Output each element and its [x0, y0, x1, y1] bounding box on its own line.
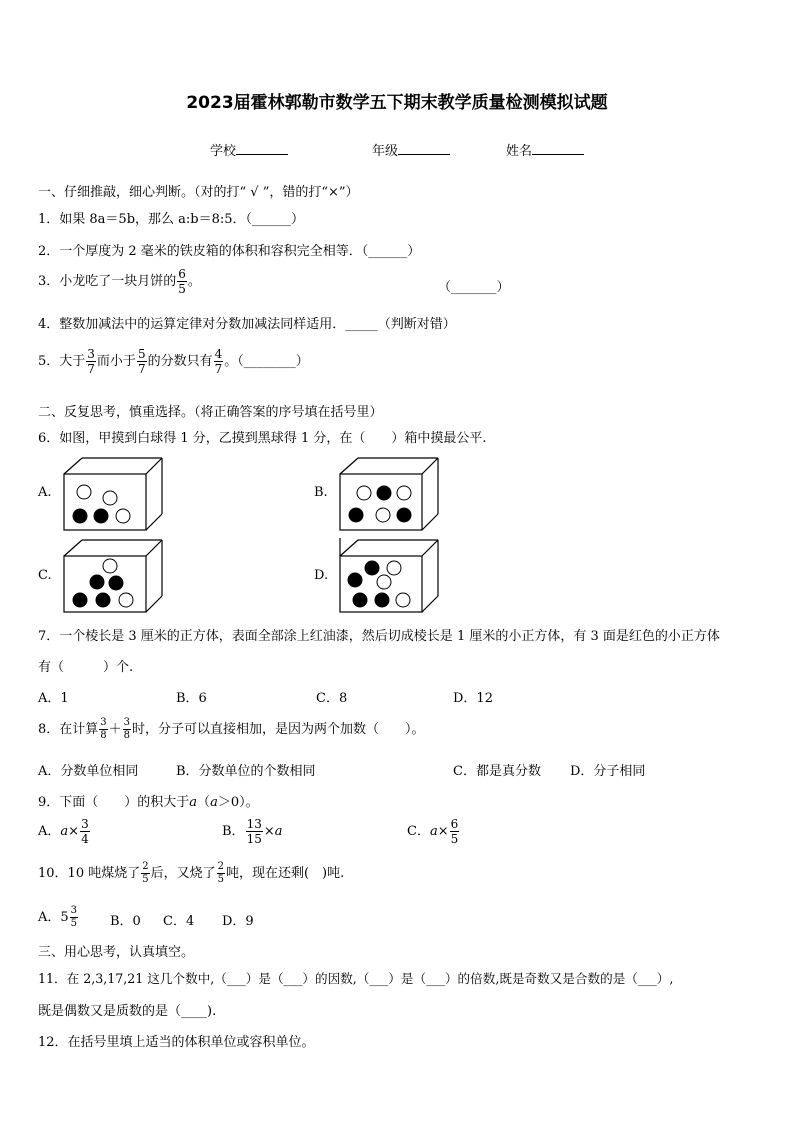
school-field — [210, 140, 288, 159]
box-c-image — [60, 538, 164, 614]
q7-option-c[interactable]: C．8 — [316, 691, 348, 706]
q10-text-c: 吨，现在还剩( )吨. — [225, 866, 345, 881]
q10-option-d[interactable]: D．9 — [222, 914, 254, 929]
question-6: 6．如图，甲摸到白球得 1 分，乙摸到黑球得 1 分，在（ ）箱中摸最公平. — [38, 431, 487, 446]
q9-var-2: a — [210, 795, 218, 810]
name-blank[interactable] — [532, 142, 584, 155]
q9-b-label: B． — [222, 824, 245, 839]
q9-option-a[interactable] — [38, 818, 91, 845]
name-field — [506, 140, 584, 159]
q7-option-b[interactable]: B．6 — [176, 691, 207, 706]
q10-text-a: 10．10 吨煤烧了 — [38, 866, 141, 881]
school-label: 学校 — [210, 144, 237, 159]
q6-option-d[interactable]: D. — [314, 568, 329, 583]
q9-a-fraction: $\frac{3}{4}$ — [81, 817, 89, 846]
q8-text-a: 8．在计算 — [38, 722, 99, 737]
q8-option-a[interactable]: A．分数单位相同 — [38, 764, 139, 779]
question-7-line2: 有（ ）个. — [38, 660, 134, 675]
q10-a-text: A．5 — [38, 910, 69, 925]
question-11-line1: 11．在 2,3,17,21 这几个数中,（___）是（___）的因数,（___）是（___）的倍数,既是奇数又是合数的是（___）, — [38, 971, 674, 986]
q5-fraction-3: $\frac{4}{7}$ — [214, 347, 223, 376]
q9-c-fraction: $\frac{6}{5}$ — [450, 817, 459, 846]
section2-heading: 二、反复思考，慎重选择。（将正确答案的序号填在括号里） — [38, 405, 383, 420]
question-7-line1: 7．一个棱长是 3 厘米的正方体，表面全部涂上红油漆，然后切成棱长是 1 厘米的小正方体，有 3 面是红色的小正方体 — [38, 629, 720, 644]
q9-var: a — [189, 795, 198, 810]
box-a-image — [60, 456, 164, 532]
question-3 — [38, 268, 201, 295]
question-12: 12．在括号里填上适当的体积单位或容积单位。 — [38, 1035, 315, 1050]
q6-option-c[interactable]: C. — [38, 568, 52, 583]
box-d-image — [336, 538, 440, 614]
question-4: 4．整数加减法中的运算定律对分数加减法同样适用．_____（判断对错） — [38, 317, 456, 332]
q9-cond-b: ＞0）。 — [217, 795, 259, 810]
q9-option-b[interactable] — [222, 818, 283, 845]
question-10 — [38, 862, 344, 885]
q8-fraction-1: $\frac{3}{8}$ — [100, 717, 107, 741]
q9-option-c[interactable] — [407, 818, 460, 845]
q6-option-a[interactable]: A. — [38, 485, 52, 500]
q8-option-d[interactable]: D．分子相同 — [570, 764, 646, 779]
q10-fraction-1: $\frac{2}{5}$ — [142, 861, 149, 885]
question-1: 1．如果 8a＝5b，那么 a:b＝8:5．（______） — [38, 212, 305, 227]
question-5 — [38, 348, 309, 375]
q8-text-b: 时，分子可以直接相加，是因为两个加数（ ）。 — [132, 722, 425, 737]
q5-text-a: 5．大于 — [38, 354, 86, 369]
q8-plus: ＋ — [108, 722, 122, 737]
q10-option-b[interactable]: B．0 — [110, 914, 141, 929]
q3-fraction: $\frac{6}{5}$ — [178, 267, 186, 296]
grade-label: 年级 — [372, 144, 399, 159]
question-9 — [38, 791, 259, 810]
q5-fraction-1: $\frac{3}{7}$ — [87, 347, 95, 376]
q9-c-label: C． — [407, 824, 430, 839]
q8-option-b[interactable]: B．分数单位的个数相同 — [176, 764, 316, 779]
q9-a-var: a — [60, 824, 69, 839]
q6-option-b[interactable]: B. — [314, 485, 328, 500]
q7-option-d[interactable]: D．12 — [453, 691, 493, 706]
q9-text: 9．下面（ ）的积大于 — [38, 795, 190, 810]
q9-cond-a: （ — [197, 795, 211, 810]
q9-c-var: a — [429, 824, 438, 839]
q9-a-label: A． — [38, 824, 61, 839]
grade-blank[interactable] — [398, 142, 450, 155]
grade-field — [372, 140, 450, 159]
question-8 — [38, 718, 425, 741]
name-label: 姓名 — [506, 144, 533, 159]
q10-option-c[interactable]: C．4 — [163, 914, 195, 929]
q3-end: 。 — [187, 274, 201, 289]
q5-text-b: 而小于 — [96, 354, 136, 369]
q5-text-d: 。（________） — [224, 354, 309, 369]
question-2: 2．一个厚度为 2 毫米的铁皮箱的体积和容积完全相等．（______） — [38, 244, 421, 259]
q10-text-b: 后，又烧了 — [150, 866, 216, 881]
school-blank[interactable] — [236, 142, 288, 155]
section1-heading: 一、仔细推敲，细心判断。（对的打“ √ ”，错的打“×”） — [38, 185, 359, 200]
q9-b-fraction: $\frac{13}{15}$ — [246, 817, 262, 846]
q9-b-times: × — [263, 824, 275, 839]
page-title: 2023届霍林郭勒市数学五下期末教学质量检测模拟试题 — [186, 93, 608, 113]
question-11-line2: 既是偶数又是质数的是（____). — [38, 1004, 217, 1019]
box-b-image — [336, 456, 440, 532]
q8-fraction-2: $\frac{3}{8}$ — [123, 717, 131, 741]
q10-a-fraction: $\frac{3}{5}$ — [70, 905, 78, 929]
q3-answer-paren[interactable]: （_______） — [438, 280, 510, 295]
q9-a-times: × — [68, 824, 80, 839]
q5-text-c: 的分数只有 — [147, 354, 213, 369]
q10-fraction-2: $\frac{2}{5}$ — [217, 861, 224, 885]
q7-option-a[interactable]: A．1 — [38, 691, 69, 706]
q3-text: 3．小龙吃了一块月饼的 — [38, 274, 177, 289]
q10-option-a[interactable] — [38, 906, 79, 929]
q9-c-times: × — [437, 824, 449, 839]
q9-b-var: a — [274, 824, 283, 839]
q8-option-c[interactable]: C．都是真分数 — [453, 764, 541, 779]
section3-heading: 三、用心思考，认真填空。 — [38, 945, 195, 960]
q5-fraction-2: $\frac{5}{7}$ — [137, 347, 146, 376]
